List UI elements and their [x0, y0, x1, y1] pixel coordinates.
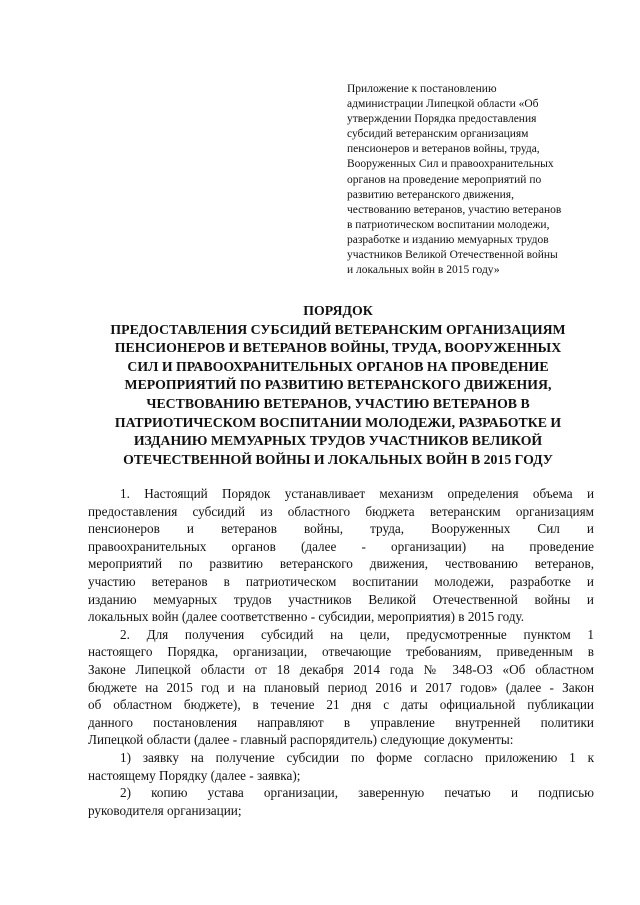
paragraph-line: об областном бюджете), в течение 21 дня с даты официальной публикации — [88, 697, 594, 713]
paragraph-line: Липецкой области (далее - главный распорядитель) следующие документы: — [88, 732, 514, 748]
title-line: ПРЕДОСТАВЛЕНИЯ СУБСИДИЙ ВЕТЕРАНСКИМ ОРГАНИЗАЦИЯМ — [110, 321, 566, 337]
annex-line: Приложение к постановлению — [347, 83, 497, 95]
annex-line: пенсионеров и ветеранов войны, труда, — [347, 143, 540, 156]
title-line: ЧЕСТВОВАНИЮ ВЕТЕРАНОВ, УЧАСТИЮ ВЕТЕРАНОВ В — [146, 395, 530, 411]
paragraph-line: настоящего Порядка, организации, отвечающие требованиям, приведенным в — [88, 644, 594, 660]
paragraph-2-item-2 — [88, 784, 594, 819]
paragraph-line: данного постановления направляют в управление внутренней политики — [88, 714, 594, 730]
document-title — [78, 302, 598, 469]
paragraph-line: бюджете на 2015 год и на плановый период 2016 и 2017 годов» (далее - Закон — [88, 679, 594, 695]
annex-line: Вооруженных Сил и правоохранительных — [347, 158, 554, 171]
annex-line: участников Великой Отечественной войны — [347, 249, 558, 262]
paragraph-line: пенсионеров и ветеранов войны, труда, Вооруженных Сил и — [88, 521, 594, 537]
paragraph-line: руководителя организации; — [88, 802, 242, 818]
annex-line: администрации Липецкой области «Об — [347, 98, 539, 111]
annex-line: органов на проведение мероприятий по — [347, 173, 542, 186]
paragraph-line: участию ветеранов в патриотическом воспитании молодежи, разработке и — [88, 573, 594, 589]
paragraph-line: 2) копию устава организации, заверенную печатью и подписью — [120, 785, 594, 801]
paragraph-line: изданию мемуарных трудов участников Великой Отечественной войны и — [88, 591, 594, 607]
annex-line: утверждении Порядка предоставления — [347, 113, 537, 126]
paragraph-line: 1) заявку на получение субсидии по форме согласно приложению 1 к — [120, 749, 594, 765]
annex-line: в патриотическом воспитании молодежи, — [347, 218, 550, 231]
paragraph-line: предоставления субсидий из областного бюджета ветеранским организациям — [88, 503, 594, 519]
paragraph-2 — [88, 626, 594, 749]
paragraph-2-item-1 — [88, 749, 594, 784]
title-line: ПОРЯДОК — [303, 303, 373, 318]
annex-note — [347, 82, 607, 278]
paragraph-line: настоящему Порядку (далее - заявка); — [88, 767, 301, 783]
paragraph-line: правоохранительных органов (далее - организации) на проведение — [88, 538, 594, 554]
title-line: ПЕНСИОНЕРОВ И ВЕТЕРАНОВ ВОЙНЫ, ТРУДА, ВООРУЖЕННЫХ — [114, 340, 562, 356]
annex-line: чествованию ветеранов, участию ветеранов — [347, 203, 562, 216]
title-line: ОТЕЧЕСТВЕННОЙ ВОЙНЫ И ЛОКАЛЬНЫХ ВОЙН В 2015 ГОДУ — [123, 451, 553, 467]
title-line: СИЛ И ПРАВООХРАНИТЕЛЬНЫХ ОРГАНОВ НА ПРОВЕДЕНИЕ — [127, 358, 549, 374]
annex-line: развитию ветеранского движения, — [347, 188, 514, 201]
paragraph-line: Законе Липецкой области от 18 декабря 2014 года № 348-ОЗ «Об областном — [88, 661, 594, 677]
annex-line: разработке и изданию мемуарных трудов — [347, 233, 549, 246]
annex-line: субсидий ветеранским организациям — [347, 128, 529, 141]
title-line: ИЗДАНИЮ МЕМУАРНЫХ ТРУДОВ УЧАСТНИКОВ ВЕЛИКОЙ — [133, 433, 543, 449]
paragraph-line: 2. Для получения субсидий на цели, предусмотренные пунктом 1 — [120, 626, 594, 642]
paragraph-line: 1. Настоящий Порядок устанавливает механизм определения объема и — [120, 486, 594, 501]
paragraph-line: локальных войн (далее соответственно - субсидии, мероприятия) в 2015 году. — [88, 609, 525, 625]
annex-line: и локальных войн в 2015 году» — [347, 264, 500, 277]
document-body — [88, 485, 594, 819]
title-line: ПАТРИОТИЧЕСКОМ ВОСПИТАНИИ МОЛОДЕЖИ, РАЗРАБОТКЕ И — [114, 414, 562, 430]
title-line: МЕРОПРИЯТИЙ ПО РАЗВИТИЮ ВЕТЕРАНСКОГО ДВИЖЕНИЯ, — [124, 377, 552, 393]
paragraph-1 — [88, 485, 594, 626]
paragraph-line: мероприятий по развитию ветеранского движения, чествованию ветеранов, — [88, 556, 594, 572]
